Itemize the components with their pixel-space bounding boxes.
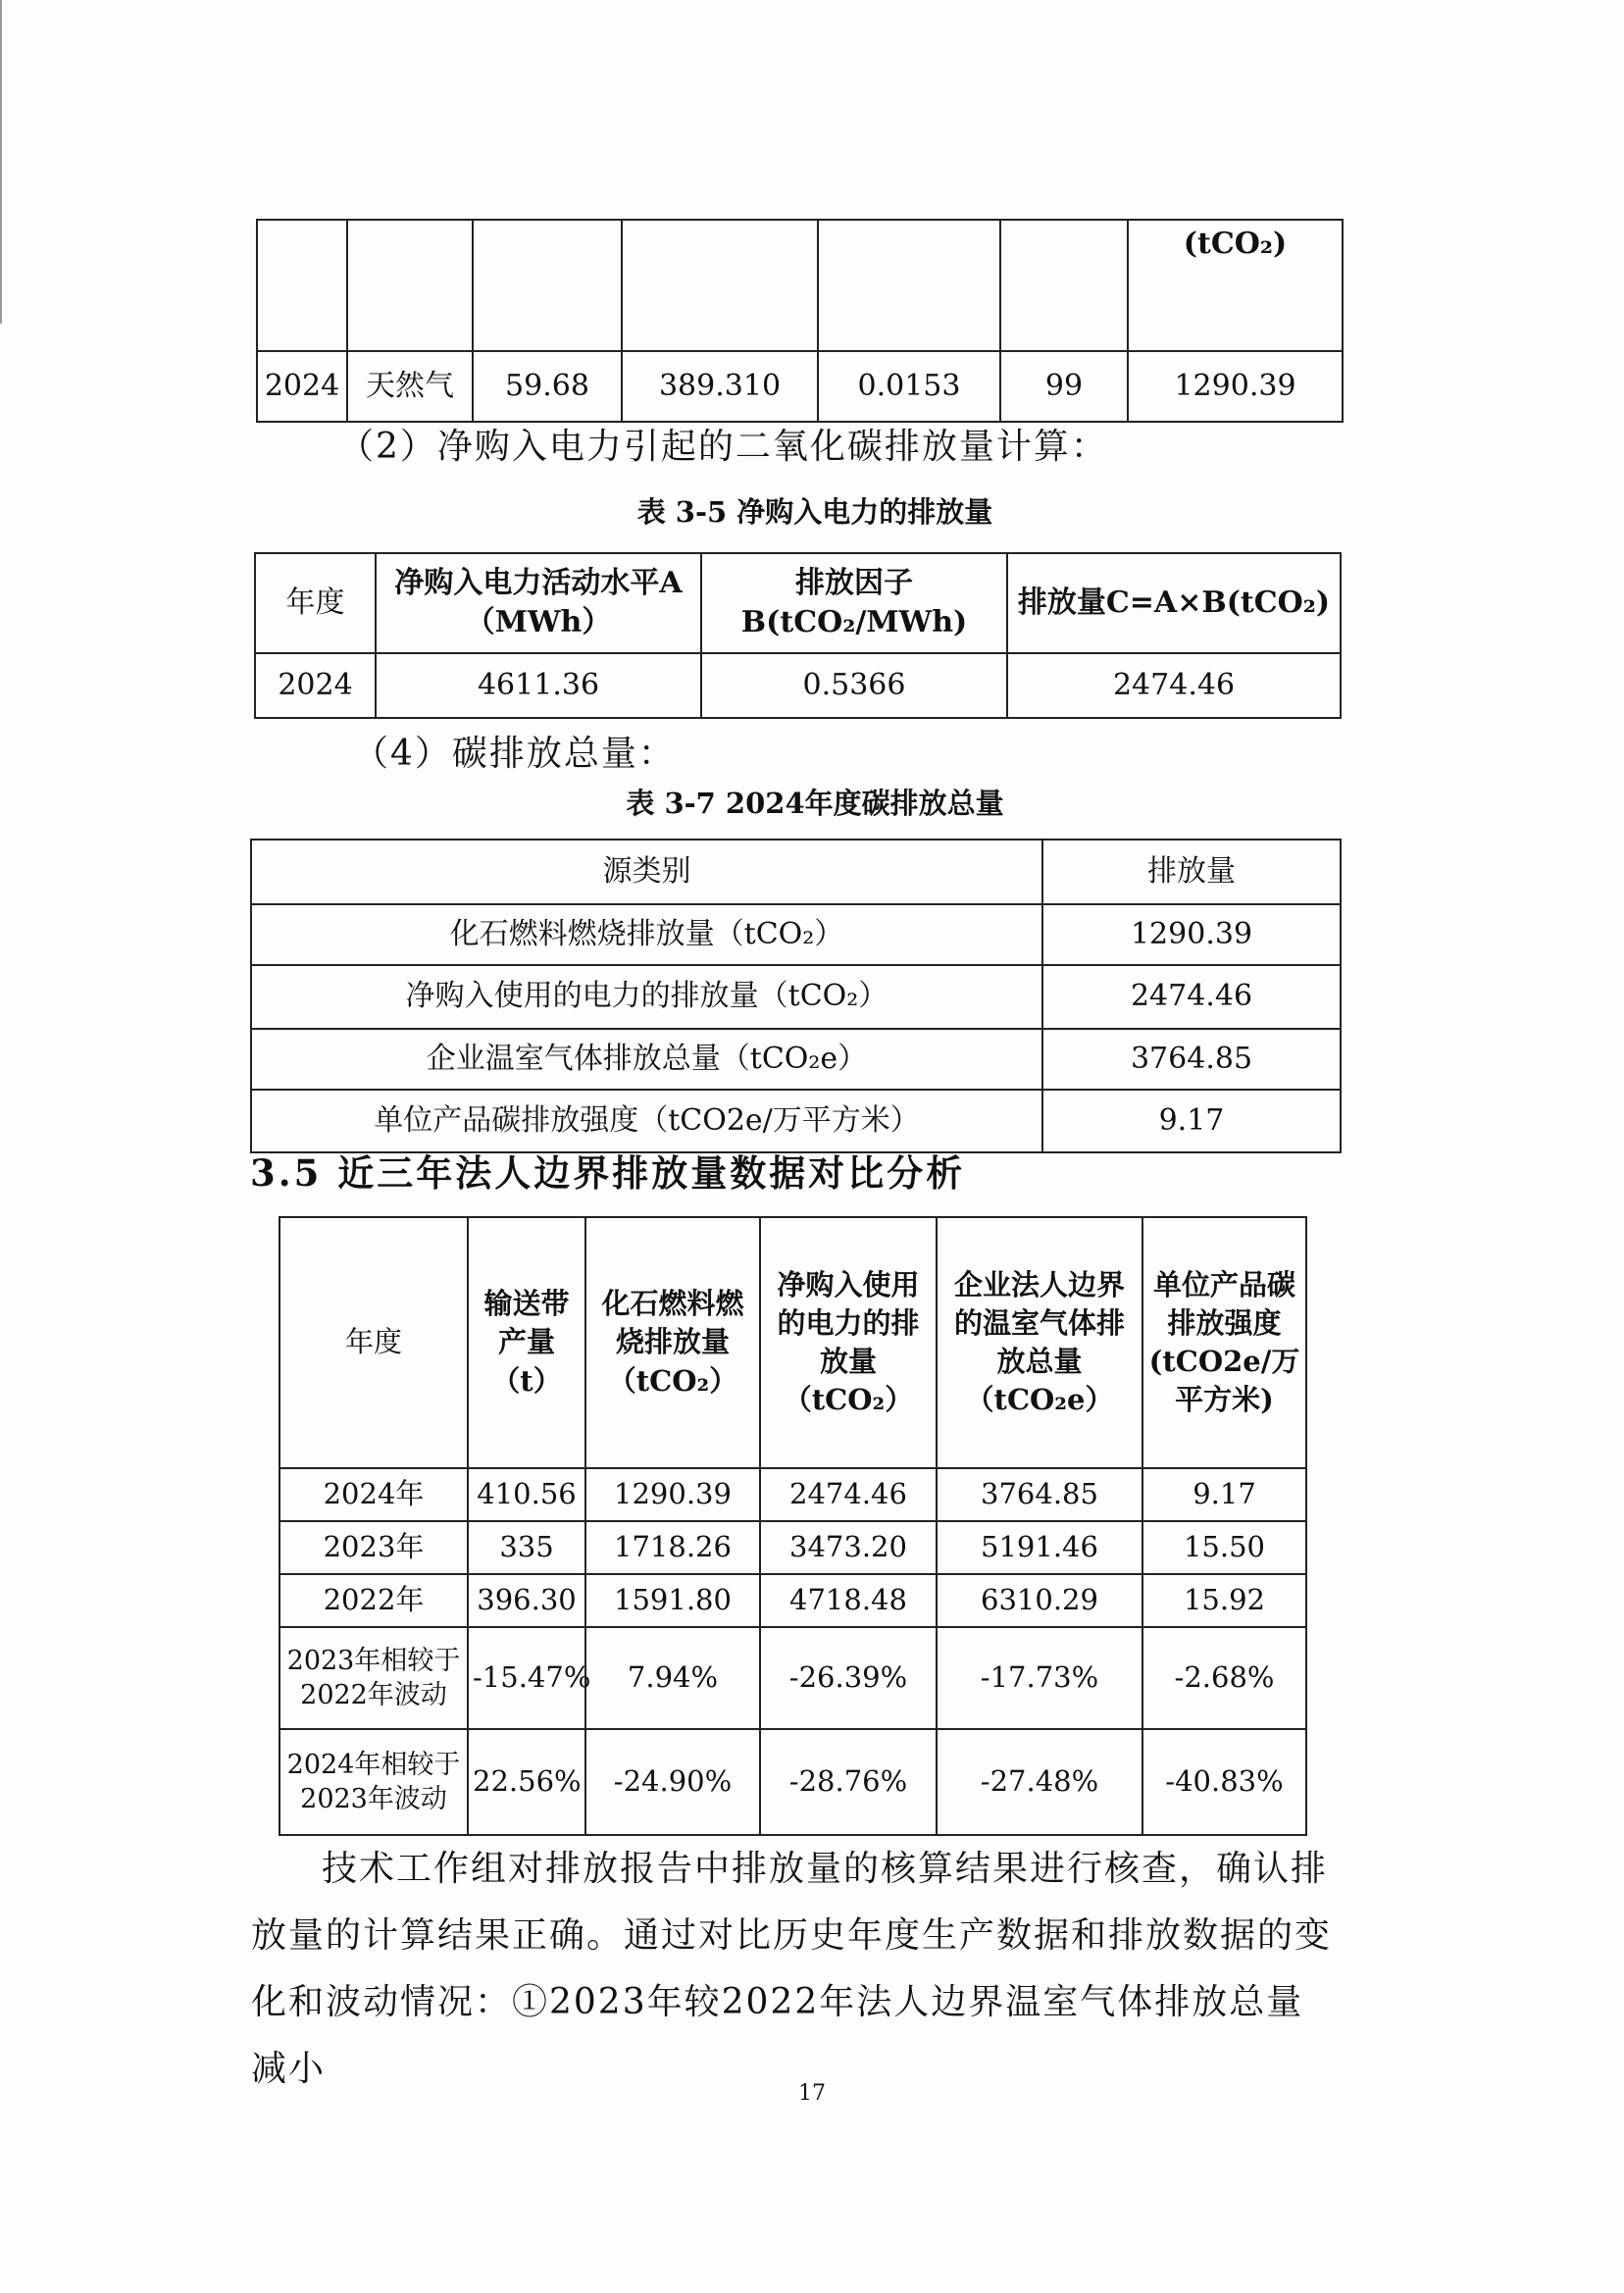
header-electricity: 净购入使用的电力的排放量（tCO₂）	[760, 1217, 937, 1468]
cell-value: 4718.48	[760, 1574, 937, 1627]
header-intensity: 单位产品碳排放强度(tCO2e/万平方米)	[1142, 1217, 1306, 1468]
row-year: 2023年	[279, 1521, 468, 1574]
cell-value: 1290.39	[585, 1468, 760, 1521]
cell-value: -26.39%	[760, 1627, 937, 1729]
cell-value: 3764.85	[937, 1468, 1142, 1521]
cell-value: -24.90%	[585, 1729, 760, 1835]
row-change-label: 2024年相较于2023年波动	[279, 1729, 468, 1835]
cell-value: 2474.46	[760, 1468, 937, 1521]
cell-year: 2024	[255, 653, 376, 718]
cell-value: -40.83%	[1142, 1729, 1306, 1835]
header-activity-level: 净购入电力活动水平A（MWh）	[376, 553, 701, 653]
cell-value: 1718.26	[585, 1521, 760, 1574]
header-conveyor-output: 输送带产量（t）	[468, 1217, 585, 1468]
header-source-type: 源类别	[251, 840, 1042, 904]
row-label: 企业温室气体排放总量（tCO₂e）	[251, 1029, 1042, 1090]
row-year: 2022年	[279, 1574, 468, 1627]
cell-value: 1290.39	[1128, 351, 1343, 422]
cell-year: 2024	[257, 351, 347, 422]
cell-value: 9.17	[1142, 1468, 1306, 1521]
cell-value: 410.56	[468, 1468, 585, 1521]
total-emission-table	[250, 839, 1342, 1153]
header-fossil-fuel: 化石燃料燃烧排放量（tCO₂）	[585, 1217, 760, 1468]
cell-value: 15.92	[1142, 1574, 1306, 1627]
cell-value: 0.5366	[701, 653, 1007, 718]
purchased-electricity-table	[254, 552, 1342, 719]
section-3-5-heading: 3.5 近三年法人边界排放量数据对比分析	[250, 1151, 966, 1195]
table-3-5-caption: 表 3-5 净购入电力的排放量	[636, 495, 993, 529]
cell-fuel: 天然气	[347, 351, 473, 422]
header-fragment: (tCO₂)	[1128, 220, 1343, 351]
header-emission-amount: 排放量C=A×B(tCO₂)	[1007, 553, 1341, 653]
row-label: 净购入使用的电力的排放量（tCO₂）	[251, 965, 1042, 1029]
cell-value: 7.94%	[585, 1627, 760, 1729]
cell-value: 15.50	[1142, 1521, 1306, 1574]
cell-value: 335	[468, 1521, 585, 1574]
page-number: 17	[798, 2081, 826, 2106]
cell-value: 389.310	[622, 351, 818, 422]
header-emission: 排放量	[1042, 840, 1341, 904]
cell-value: 99	[1000, 351, 1128, 422]
header-total-ghg: 企业法人边界的温室气体排放总量（tCO₂e）	[937, 1217, 1142, 1468]
verification-paragraph: 技术工作组对排放报告中排放量的核算结果进行核查，确认排放量的计算结果正确。通过对比历史年度生产数据和排放数据的变化和波动情况：①2023年较2022年法人边界温室气体排放总量减小	[251, 1849, 1333, 2089]
cell-value: -15.47%	[468, 1627, 585, 1729]
natural-gas-emission-table	[256, 219, 1344, 423]
row-value: 1290.39	[1042, 904, 1341, 965]
row-label: 单位产品碳排放强度（tCO2e/万平方米）	[251, 1090, 1042, 1152]
scan-margin-mark	[0, 0, 2, 324]
cell-value: 396.30	[468, 1574, 585, 1627]
header-year: 年度	[279, 1217, 468, 1468]
section-4-heading: （4）碳排放总量：	[353, 734, 676, 774]
three-year-comparison-table	[279, 1216, 1307, 1836]
cell-value: 1591.80	[585, 1574, 760, 1627]
cell-value: -2.68%	[1142, 1627, 1306, 1729]
cell-value: -27.48%	[937, 1729, 1142, 1835]
row-value: 9.17	[1042, 1090, 1341, 1152]
cell-value: 4611.36	[376, 653, 701, 718]
row-year: 2024年	[279, 1468, 468, 1521]
cell-value: 0.0153	[818, 351, 1000, 422]
cell-value: 22.56%	[468, 1729, 585, 1835]
cell-value: -28.76%	[760, 1729, 937, 1835]
row-change-label: 2023年相较于2022年波动	[279, 1627, 468, 1729]
cell-value: 3473.20	[760, 1521, 937, 1574]
header-year: 年度	[255, 553, 376, 653]
table-3-7-caption: 表 3-7 2024年度碳排放总量	[626, 787, 1004, 820]
cell-value: 2474.46	[1007, 653, 1341, 718]
row-label: 化石燃料燃烧排放量（tCO₂）	[251, 904, 1042, 965]
row-value: 2474.46	[1042, 965, 1341, 1029]
header-emission-factor: 排放因子B(tCO₂/MWh)	[701, 553, 1007, 653]
cell-value: -17.73%	[937, 1627, 1142, 1729]
cell-value: 5191.46	[937, 1521, 1142, 1574]
row-value: 3764.85	[1042, 1029, 1341, 1090]
cell-value: 59.68	[473, 351, 622, 422]
cell-value: 6310.29	[937, 1574, 1142, 1627]
section-2-heading: （2）净购入电力引起的二氧化碳排放量计算：	[338, 427, 1108, 467]
